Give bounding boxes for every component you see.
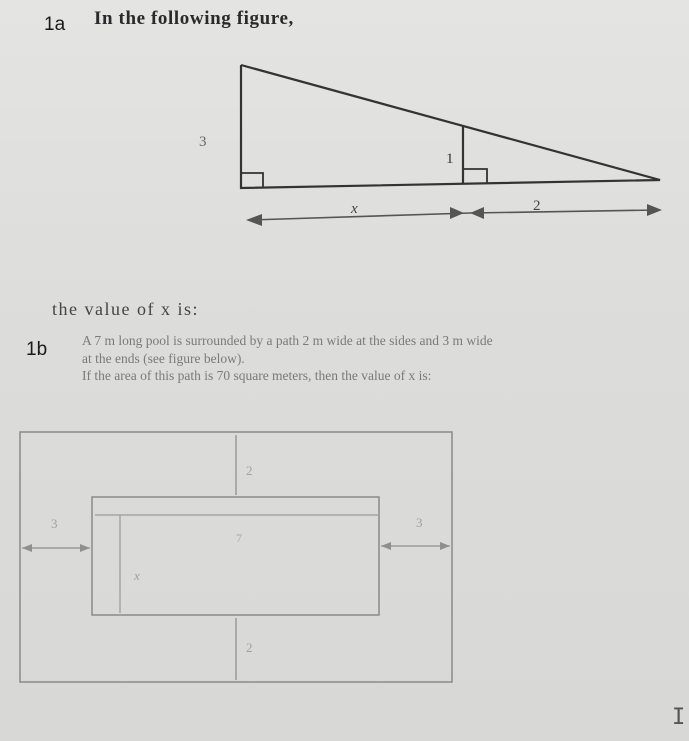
question-heading-1a: In the following figure,: [94, 8, 294, 29]
text-cursor-icon: I: [672, 705, 686, 730]
label-two: 2: [533, 198, 541, 214]
label-right-width: 3: [416, 515, 423, 530]
label-pool-length: 7: [236, 531, 242, 545]
label-top-width: 2: [246, 463, 253, 478]
label-height: 3: [199, 134, 207, 150]
question-1a-prompt: the value of x is:: [52, 299, 199, 319]
question-1b-line-1: A 7 m long pool is surrounded by a path 2 m wide at the sides and 3 m wide: [82, 333, 493, 348]
question-number-1b: 1b: [26, 339, 48, 360]
question-number-1a: 1a: [44, 14, 66, 35]
label-left-width: 3: [51, 516, 58, 531]
question-1b-line-2: at the ends (see figure below).: [82, 351, 245, 366]
label-pool-x: x: [134, 568, 140, 583]
right-arrowhead-2: [381, 542, 391, 550]
label-x: x: [351, 201, 358, 217]
left-arrowhead: [22, 544, 32, 552]
question-1b-line-3: If the area of this path is 70 square meters, then the value of x is:: [82, 368, 432, 383]
right-arrowhead: [440, 542, 450, 550]
left-arrowhead-2: [80, 544, 90, 552]
label-bottom-width: 2: [246, 640, 253, 655]
label-inner-height: 1: [446, 151, 454, 167]
